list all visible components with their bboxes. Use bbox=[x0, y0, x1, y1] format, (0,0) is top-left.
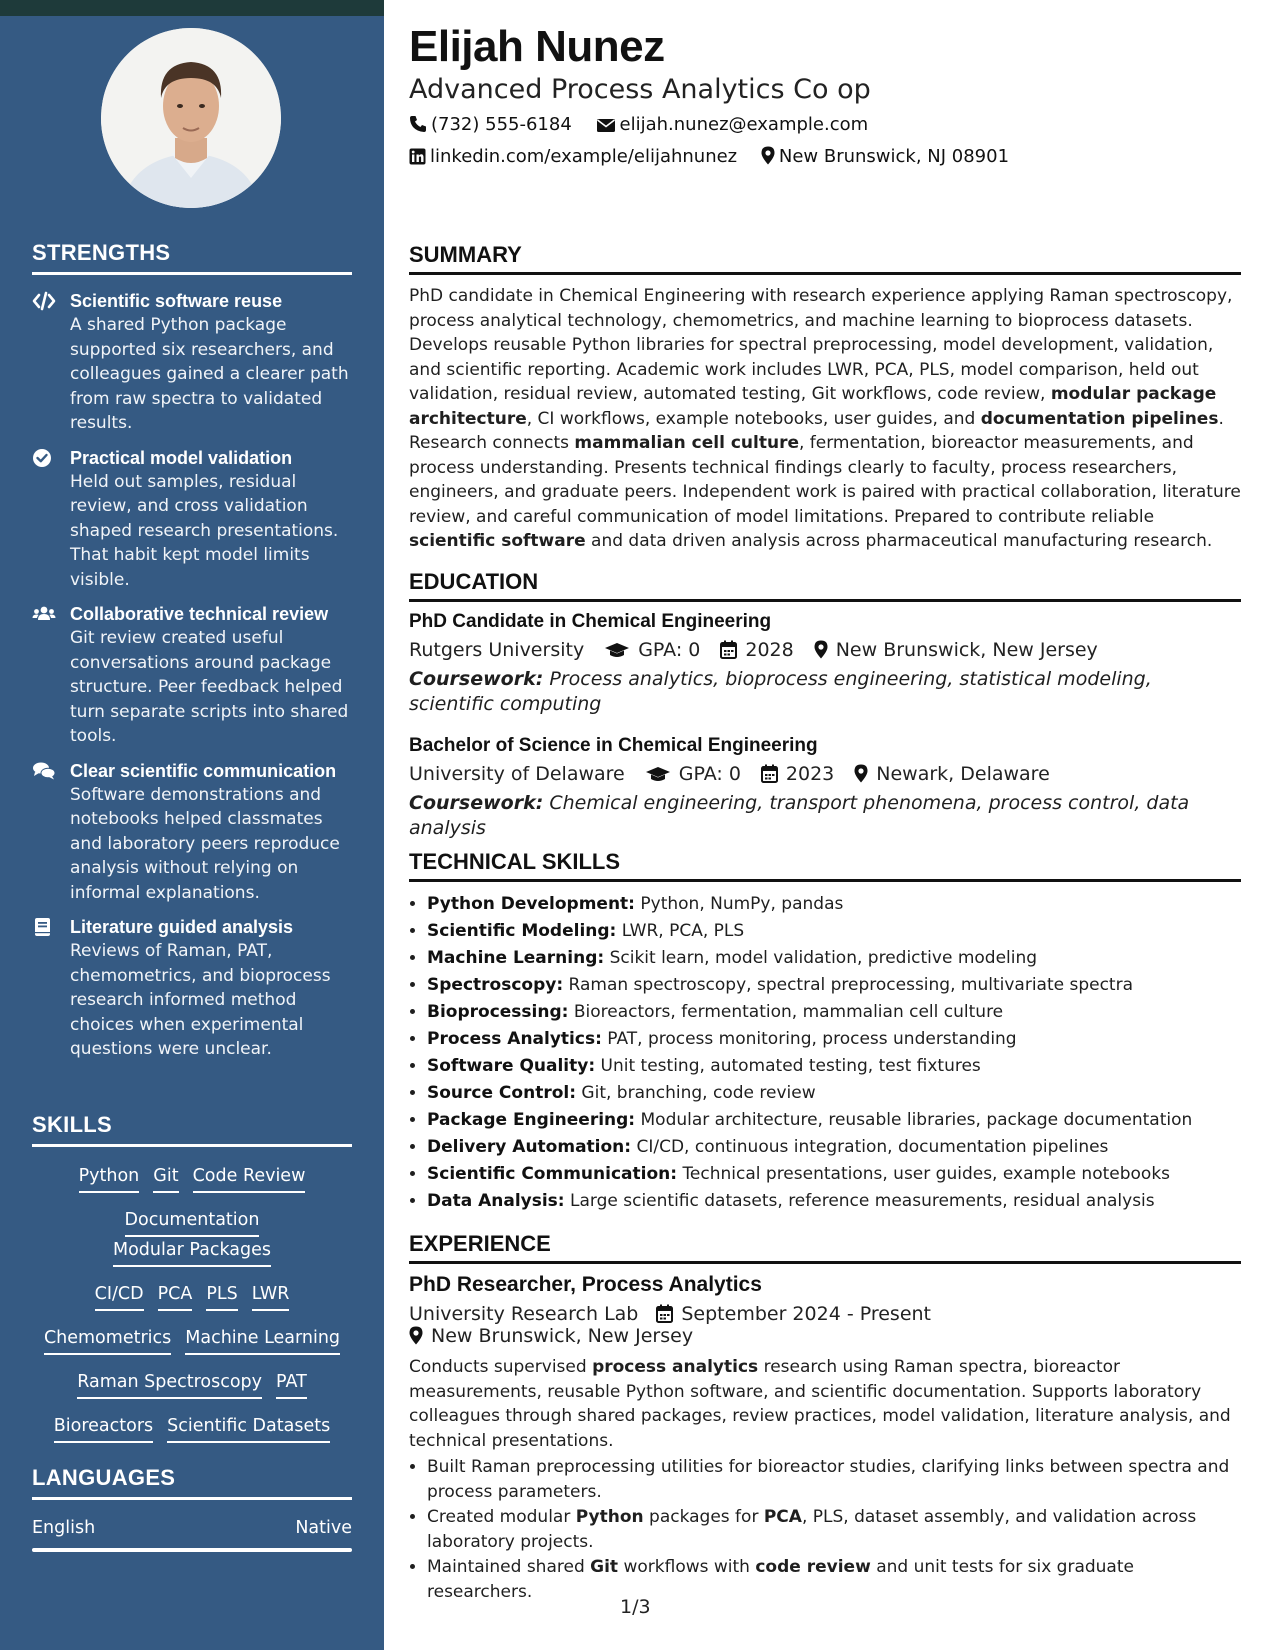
gpa-text: GPA: 0 bbox=[678, 763, 741, 785]
list-item bbox=[427, 891, 1241, 918]
summary-emphasis: documentation pipelines bbox=[980, 408, 1219, 429]
coursework-label: Coursework: bbox=[409, 668, 544, 690]
skill-value: Modular architecture, reusable libraries, package documentation bbox=[640, 1110, 1193, 1130]
strength-item bbox=[32, 915, 352, 1062]
strength-title: Clear scientific communication bbox=[70, 760, 337, 781]
location-text: New Brunswick, NJ 08901 bbox=[778, 146, 1010, 167]
strength-description: A shared Python package supported six researchers, and colleagues gained a clearer path from raw spectra to validated results. bbox=[70, 315, 349, 433]
education-section bbox=[409, 569, 1241, 841]
language-row bbox=[32, 1518, 352, 1548]
skill-label: Python Development: bbox=[427, 894, 635, 914]
summary-part: , fermentation, bioreactor measurements, and process understanding. Presents technical findings clearly to faculty, process researchers, engineers, and graduate peers. Independent work is paired with practical collaboration, literature review, and careful communication of model limitations. Prepared to contribute reliable bbox=[409, 433, 1241, 527]
bullet-text: workflows with bbox=[618, 1557, 756, 1577]
strength-description: Software demonstrations and notebooks helped classmates and laboratory peers reproduce analysis without relying on informal explanations. bbox=[70, 784, 340, 903]
skill-value: Raman spectroscopy, spectral preprocessing, multivariate spectra bbox=[568, 975, 1134, 995]
list-item bbox=[427, 1188, 1241, 1215]
location-text: Newark, Delaware bbox=[876, 763, 1050, 785]
calendar-icon bbox=[761, 764, 778, 783]
dates-text: September 2024 - Present bbox=[681, 1303, 932, 1325]
profile-photo-icon bbox=[101, 28, 281, 208]
year-item bbox=[720, 639, 793, 661]
skill-value: Technical presentations, user guides, example notebooks bbox=[682, 1164, 1171, 1184]
list-item bbox=[427, 1080, 1241, 1107]
language-proficiency-bar bbox=[32, 1548, 352, 1552]
coursework-text: Process analytics, bioprocess engineering, statistical modeling, scientific computing bbox=[409, 668, 1152, 715]
skill-row bbox=[32, 1281, 352, 1311]
bullet-emphasis: PCA bbox=[763, 1507, 802, 1527]
map-marker-icon bbox=[814, 640, 828, 659]
map-marker-icon bbox=[761, 146, 775, 165]
degree-title: Bachelor of Science in Chemical Engineering bbox=[409, 735, 818, 756]
skill-tag: PLS bbox=[206, 1281, 237, 1311]
map-marker-icon bbox=[409, 1326, 423, 1345]
bullet-text: packages for bbox=[643, 1507, 764, 1527]
list-item bbox=[427, 918, 1241, 945]
skill-tag: Machine Learning bbox=[185, 1325, 340, 1355]
skill-value: Git, branching, code review bbox=[581, 1083, 816, 1103]
experience-meta bbox=[409, 1303, 1241, 1347]
year-item bbox=[761, 763, 834, 785]
list-item bbox=[427, 1026, 1241, 1053]
strength-description: Held out samples, residual review, and cross validation shaped research presentations. That habit kept model limits visible. bbox=[70, 471, 339, 590]
skill-value: Python, NumPy, pandas bbox=[640, 894, 844, 914]
gpa-item bbox=[604, 639, 700, 661]
skill-label: Bioprocessing: bbox=[427, 1002, 569, 1022]
skills-section bbox=[32, 1112, 352, 1457]
school-name: University of Delaware bbox=[409, 763, 625, 785]
summary-part: , CI workflows, example notebooks, user guides, and bbox=[526, 408, 981, 429]
phone-icon bbox=[409, 115, 427, 133]
desc-part: research using Raman spectra, bioreactor measurements, reusable Python software, and scientific documentation. Supports laboratory colleagues through shared packages, review practices, model validation, literature analysis, and technical presentations. bbox=[409, 1357, 1231, 1451]
experience-section bbox=[409, 1231, 1241, 1605]
experience-title: PhD Researcher, Process Analytics bbox=[409, 1273, 762, 1296]
education-heading: EDUCATION bbox=[409, 569, 1241, 602]
bullet-emphasis: Git bbox=[590, 1557, 619, 1577]
list-item bbox=[427, 1455, 1241, 1504]
experience-location bbox=[409, 1325, 693, 1347]
education-entry bbox=[409, 735, 1241, 841]
summary-text bbox=[409, 284, 1241, 554]
strength-item bbox=[32, 446, 352, 593]
graduation-cap-icon bbox=[604, 642, 630, 659]
location-text: New Brunswick, New Jersey bbox=[835, 639, 1098, 661]
list-item bbox=[427, 999, 1241, 1026]
experience-heading: EXPERIENCE bbox=[409, 1231, 1241, 1264]
strength-item bbox=[32, 289, 352, 436]
comments-icon bbox=[32, 761, 56, 781]
technical-skills-list bbox=[409, 891, 1241, 1215]
skill-tag: Git bbox=[153, 1163, 178, 1193]
skill-tag: Bioreactors bbox=[54, 1413, 153, 1443]
school-name: Rutgers University bbox=[409, 639, 585, 661]
desc-emphasis: process analytics bbox=[592, 1357, 759, 1377]
skill-tag: Raman Spectroscopy bbox=[77, 1369, 262, 1399]
gpa-item bbox=[645, 763, 741, 785]
skill-label: Process Analytics: bbox=[427, 1029, 602, 1049]
year-text: 2023 bbox=[785, 763, 835, 785]
candidate-name: Elijah Nunez bbox=[409, 22, 665, 71]
skill-value: LWR, PCA, PLS bbox=[621, 921, 745, 941]
skill-label: Software Quality: bbox=[427, 1056, 596, 1076]
skill-value: Scikit learn, model validation, predictive modeling bbox=[609, 948, 1038, 968]
strength-title: Scientific software reuse bbox=[70, 291, 283, 311]
year-text: 2028 bbox=[745, 639, 794, 661]
coursework bbox=[409, 791, 1241, 841]
list-item bbox=[427, 1107, 1241, 1134]
book-icon bbox=[32, 917, 56, 937]
bullet-text: Built Raman preprocessing utilities for bioreactor studies, clarifying links between spectra and process parameters. bbox=[427, 1457, 1230, 1502]
summary-emphasis: scientific software bbox=[409, 531, 586, 551]
strength-description: Git review created useful conversations around package structure. Peer feedback helped turn separate scripts into shared tools. bbox=[70, 628, 349, 746]
sidebar-top-band bbox=[0, 0, 384, 16]
calendar-icon bbox=[720, 640, 737, 659]
envelope-icon bbox=[596, 117, 616, 133]
list-item bbox=[427, 1134, 1241, 1161]
list-item bbox=[427, 1505, 1241, 1554]
coursework-label: Coursework: bbox=[409, 792, 544, 814]
summary-heading: SUMMARY bbox=[409, 242, 1241, 275]
email-text: elijah.nunez@example.com bbox=[619, 114, 869, 135]
summary-section bbox=[409, 242, 1241, 554]
strength-item bbox=[32, 759, 352, 906]
strength-title: Literature guided analysis bbox=[70, 917, 294, 937]
graduation-cap-icon bbox=[645, 766, 671, 783]
contact-row bbox=[409, 146, 1027, 167]
skill-tag: Chemometrics bbox=[44, 1325, 171, 1355]
experience-bullets bbox=[409, 1455, 1241, 1604]
summary-emphasis: modular package architecture bbox=[409, 384, 1217, 429]
skill-row bbox=[32, 1369, 352, 1399]
gpa-text: GPA: 0 bbox=[638, 639, 701, 661]
education-meta bbox=[409, 639, 1241, 661]
contact-row bbox=[409, 114, 886, 135]
calendar-icon bbox=[656, 1304, 673, 1323]
location-item bbox=[761, 146, 1009, 167]
linkedin-item bbox=[409, 146, 743, 167]
strengths-section bbox=[32, 240, 352, 1072]
users-icon bbox=[32, 604, 56, 624]
technical-skills-heading: TECHNICAL SKILLS bbox=[409, 849, 1241, 882]
skill-label: Spectroscopy: bbox=[427, 975, 564, 995]
skill-tag: Documentation bbox=[125, 1207, 260, 1237]
language-name: English bbox=[32, 1518, 96, 1538]
education-meta bbox=[409, 763, 1241, 785]
skill-tag: Python bbox=[79, 1163, 140, 1193]
email-item bbox=[596, 114, 869, 135]
skill-tag: CI/CD bbox=[95, 1281, 144, 1311]
technical-skills-section bbox=[409, 849, 1241, 1215]
strengths-heading: STRENGTHS bbox=[32, 240, 352, 275]
skill-value: CI/CD, continuous integration, documentation pipelines bbox=[636, 1137, 1109, 1157]
skill-row bbox=[32, 1325, 352, 1355]
phone-item bbox=[409, 114, 578, 135]
strength-title: Collaborative technical review bbox=[70, 604, 329, 624]
bullet-emphasis: code review bbox=[755, 1557, 871, 1577]
skill-label: Source Control: bbox=[427, 1083, 577, 1103]
skill-label: Scientific Modeling: bbox=[427, 921, 617, 941]
strength-title: Practical model validation bbox=[70, 447, 293, 468]
strength-item bbox=[32, 602, 352, 749]
job-title: Advanced Process Analytics Co op bbox=[409, 74, 871, 105]
skill-label: Data Analysis: bbox=[427, 1191, 565, 1211]
organization-name: University Research Lab bbox=[409, 1303, 639, 1325]
skill-value: Bioreactors, fermentation, mammalian cell culture bbox=[573, 1002, 1004, 1022]
skill-tag: Code Review bbox=[193, 1163, 306, 1193]
summary-emphasis: mammalian cell culture bbox=[574, 433, 799, 453]
skill-value: PAT, process monitoring, process understanding bbox=[607, 1029, 1017, 1049]
skill-value: Large scientific datasets, reference measurements, residual analysis bbox=[570, 1191, 1155, 1211]
avatar bbox=[101, 28, 281, 208]
coursework-text: Chemical engineering, transport phenomena, process control, data analysis bbox=[409, 792, 1190, 839]
skill-tag: PCA bbox=[158, 1281, 193, 1311]
summary-part: and data driven analysis across pharmaceutical manufacturing research. bbox=[585, 531, 1213, 551]
experience-description bbox=[409, 1355, 1241, 1453]
languages-section bbox=[32, 1465, 352, 1552]
skill-label: Machine Learning: bbox=[427, 948, 605, 968]
desc-part: Conducts supervised bbox=[409, 1357, 593, 1377]
skill-tag: Modular Packages bbox=[113, 1237, 271, 1267]
list-item bbox=[427, 1053, 1241, 1080]
list-item bbox=[427, 1161, 1241, 1188]
bullet-text: , PLS, dataset assembly, and validation across laboratory projects. bbox=[427, 1507, 1197, 1552]
education-entry bbox=[409, 611, 1241, 717]
skill-tag: Scientific Datasets bbox=[167, 1413, 330, 1443]
degree-title: PhD Candidate in Chemical Engineering bbox=[409, 611, 772, 632]
education-location bbox=[854, 763, 1050, 785]
skill-tag: PAT bbox=[276, 1369, 307, 1399]
bullet-emphasis: Python bbox=[575, 1507, 644, 1527]
skill-label: Scientific Communication: bbox=[427, 1164, 678, 1184]
bullet-text: and unit tests for six graduate researchers. bbox=[427, 1557, 1134, 1602]
page-number: 1/3 bbox=[620, 1596, 651, 1618]
list-item bbox=[427, 972, 1241, 999]
skill-tag: LWR bbox=[252, 1281, 290, 1311]
summary-part: . Research connects bbox=[409, 408, 1224, 453]
coursework bbox=[409, 667, 1241, 717]
bullet-text: Created modular bbox=[427, 1507, 576, 1527]
strength-description: Reviews of Raman, PAT, chemometrics, and bioprocess research informed method choices when experimental questions were unclear. bbox=[70, 941, 331, 1059]
linkedin-icon bbox=[409, 148, 426, 165]
skill-row bbox=[32, 1413, 352, 1443]
summary-part: PhD candidate in Chemical Engineering with research experience applying Raman spectroscopy, process analytical technology, chemometrics, and machine learning to bioprocess datasets. Develops reusable Python libraries for spectral preprocessing, model development, validation, and scientific reporting. Academic work includes LWR, PCA, PLS, model comparison, held out validation, residual review, automated testing, Git workflows, code review, bbox=[409, 286, 1233, 404]
dates-item bbox=[656, 1303, 931, 1325]
language-level: Native bbox=[295, 1518, 352, 1538]
sidebar bbox=[0, 0, 384, 1650]
skill-value: Unit testing, automated testing, test fixtures bbox=[600, 1056, 981, 1076]
location-text: New Brunswick, New Jersey bbox=[431, 1325, 694, 1347]
list-item bbox=[427, 945, 1241, 972]
phone-text: (732) 555-6184 bbox=[431, 114, 572, 135]
skill-label: Delivery Automation: bbox=[427, 1137, 632, 1157]
code-icon bbox=[32, 291, 56, 311]
map-marker-icon bbox=[854, 764, 868, 783]
skill-row bbox=[32, 1207, 352, 1267]
education-location bbox=[814, 639, 1098, 661]
skill-label: Package Engineering: bbox=[427, 1110, 636, 1130]
linkedin-text: linkedin.com/example/elijahnunez bbox=[430, 146, 738, 167]
list-item bbox=[427, 1555, 1241, 1604]
check-circle-icon bbox=[32, 448, 56, 468]
skills-heading: SKILLS bbox=[32, 1112, 352, 1147]
skill-row bbox=[32, 1163, 352, 1193]
bullet-text: Maintained shared bbox=[427, 1557, 591, 1577]
languages-heading: LANGUAGES bbox=[32, 1465, 352, 1500]
